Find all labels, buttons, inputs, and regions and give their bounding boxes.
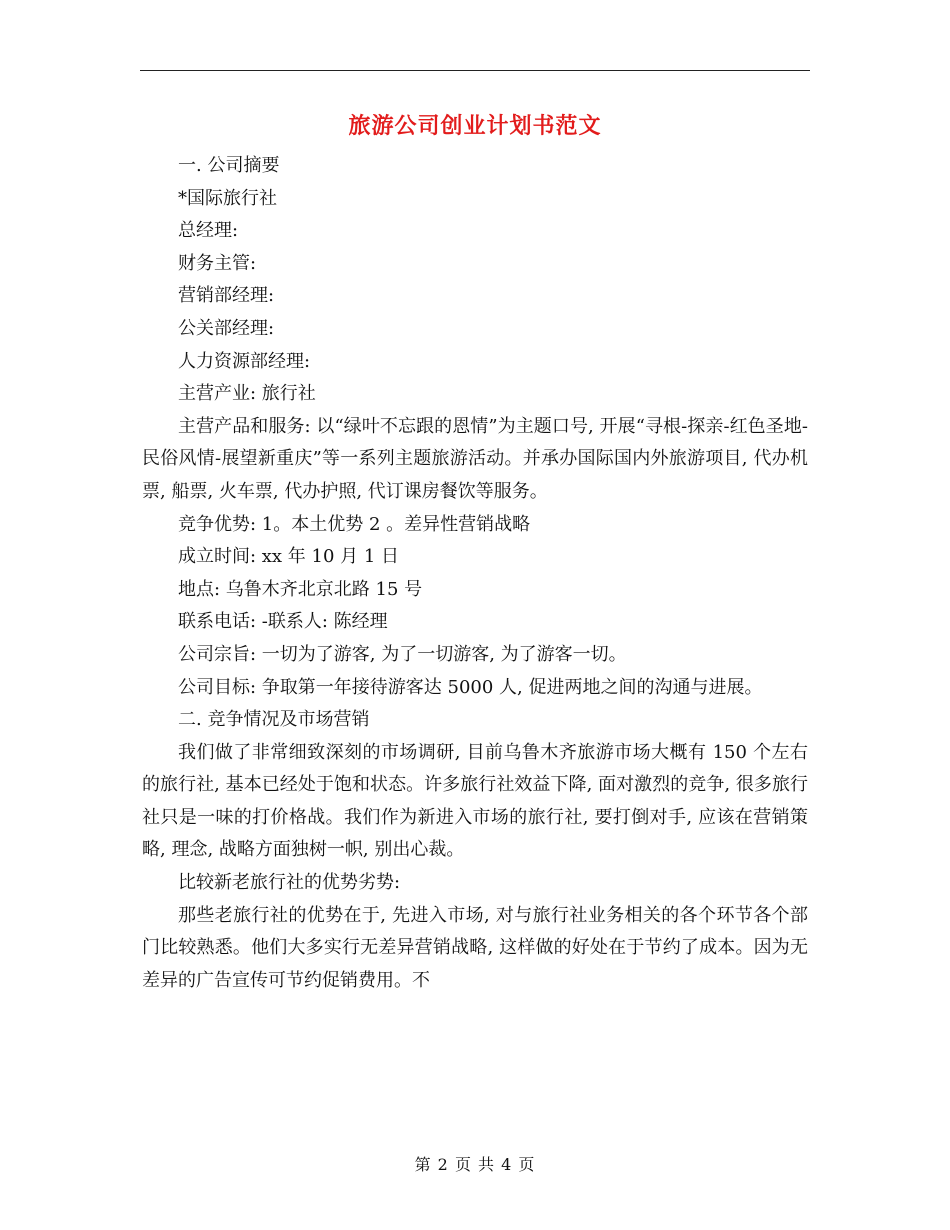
page-number: 第 2 页 共 4 页 [414, 1155, 536, 1174]
section-heading-1: 一. 公司摘要 [178, 155, 280, 176]
company-name: *国际旅行社 [178, 187, 277, 209]
market-research-paragraph: 我们做了非常细致深刻的市场调研, 目前乌鲁木齐旅游市场大概有 150 个左右的旅行社, 基本已经处于饱和状态。许多旅行社效益下降, 面对激烈的竞争, 很多旅行社只是一味的打价格战。我们作为新进入市场的旅行社, 要打倒对手, 应该在营销策略, 理念, 战略方面独树一帜, 别出心裁。 [142, 741, 808, 861]
document-body [142, 150, 808, 997]
document-title: 旅游公司创业计划书范文 [348, 113, 602, 139]
header-rule [140, 70, 810, 71]
marketing-manager-line: 营销部经理: [178, 285, 275, 307]
main-industry-line: 主营产业: 旅行社 [178, 383, 316, 405]
competitive-advantage-line: 竞争优势: 1。本土优势 2 。差异性营销战略 [178, 513, 531, 535]
address-line: 地点: 乌鲁木齐北京北路 15 号 [178, 578, 423, 600]
old-agencies-paragraph: 那些老旅行社的优势在于, 先进入市场, 对与旅行社业务相关的各个环节各个部门比较熟悉。他们大多实行无差异营销战略, 这样做的好处在于节约了成本。因为无差异的广告宣传可节约促销费用。不 [142, 904, 808, 991]
mission-line: 公司宗旨: 一切为了游客, 为了一切游客, 为了游客一切。 [178, 643, 627, 665]
founded-date-line: 成立时间: xx 年 10 月 1 日 [178, 546, 400, 568]
contact-line: 联系电话: -联系人: 陈经理 [178, 611, 388, 633]
finance-manager-line: 财务主管: [178, 252, 257, 274]
general-manager-line: 总经理: [178, 220, 239, 242]
section-heading-2: 二. 竞争情况及市场营销 [178, 709, 370, 731]
hr-manager-line: 人力资源部经理: [178, 350, 311, 372]
products-services-paragraph: 主营产品和服务: 以“绿叶不忘跟的恩情”为主题口号, 开展“寻根-探亲-红色圣地-民俗风情-展望新重庆”等一系列主题旅游活动。并承办国际国内外旅游项目, 代办机票, 船票, 火车票, 代办护照, 代订课房餐饮等服务。 [142, 415, 808, 502]
goal-paragraph: 公司目标: 争取第一年接待游客达 5000 人, 促进两地之间的沟通与进展。 [178, 676, 763, 698]
comparison-heading: 比较新老旅行社的优势劣势: [178, 872, 401, 894]
pr-manager-line: 公关部经理: [178, 317, 275, 339]
